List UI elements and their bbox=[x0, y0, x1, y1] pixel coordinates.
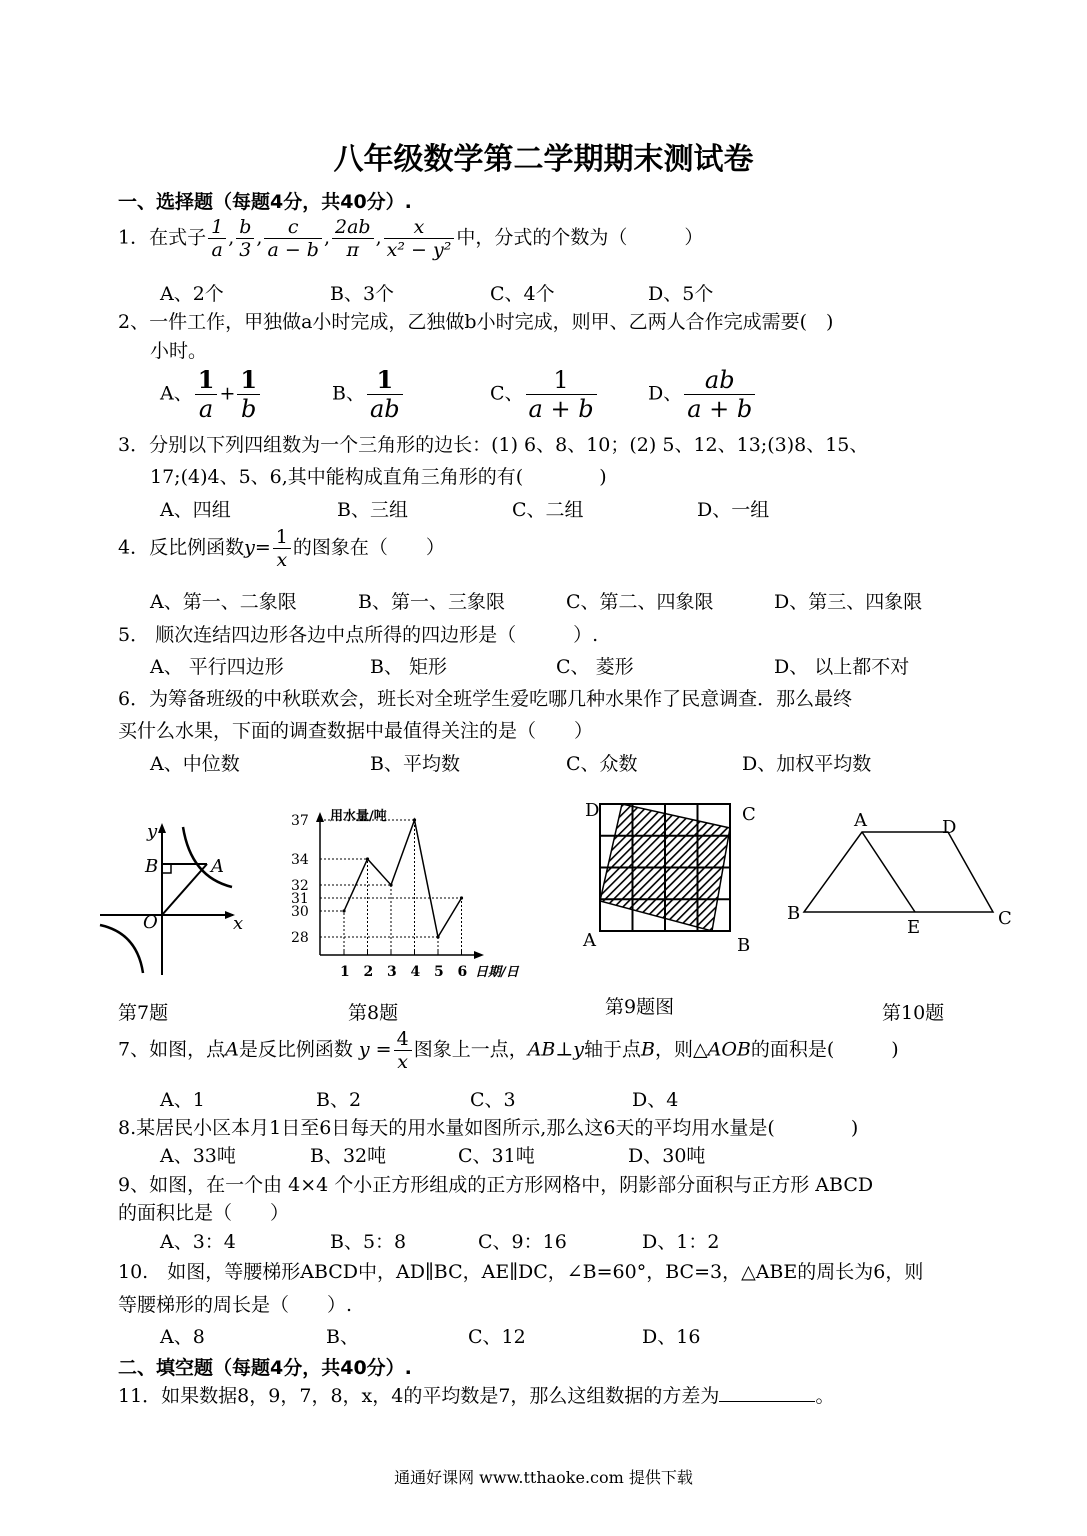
fraction bbox=[195, 366, 218, 423]
option-b: B、5：8 bbox=[330, 1231, 407, 1253]
numerator: b bbox=[236, 216, 254, 239]
label-c: C bbox=[998, 908, 1012, 929]
option-b: B、32吨 bbox=[310, 1145, 387, 1167]
option-a: A、8 bbox=[160, 1326, 205, 1348]
math-symbol: y bbox=[573, 1038, 584, 1061]
question-3-line2: 17;(4)4、5、6,其中能构成直角三角形的有( ) bbox=[150, 466, 607, 488]
denominator: x bbox=[397, 1051, 408, 1073]
option-label: B、 bbox=[332, 382, 365, 405]
figure-8-line-chart bbox=[285, 800, 535, 985]
point-b-label: B bbox=[145, 856, 159, 877]
y-tick-label: 32 bbox=[291, 878, 309, 894]
denominator: a − b bbox=[267, 239, 319, 261]
question-1-stem: 1．在式子 $\frac{1}{a}$ , $\frac{b}{3}$ , $\frac{c}{a - b}$ , $\frac{2ab}{\pi}$ , $\frac{x}{\text{x² − y²}}$ 中，分式的个数为（ ） bbox=[118, 216, 704, 261]
question-7-stem bbox=[118, 1028, 899, 1073]
label-c: C bbox=[742, 804, 756, 825]
question-11-text: 11．如果数据8，9，7，8，x，4的平均数是7，那么这组数据的方差为 bbox=[118, 1385, 720, 1407]
denominator: ab bbox=[369, 395, 400, 423]
question-8-stem: 8.某居民小区本月1日至6日每天的用水量如图所示,那么这6天的平均用水量是( ) bbox=[118, 1117, 859, 1139]
figure-10-trapezoid bbox=[780, 806, 1020, 946]
option-c: C、第二、四象限 bbox=[566, 591, 714, 613]
option-d: D、4 bbox=[632, 1089, 679, 1111]
page-footer: 通通好课网 www.tthaoke.com 提供下载 bbox=[394, 1468, 693, 1487]
option-c: C、31吨 bbox=[458, 1145, 535, 1167]
y-tick-label: 30 bbox=[291, 904, 309, 920]
option-c: C、众数 bbox=[566, 753, 638, 775]
fraction bbox=[236, 216, 254, 261]
figure-9-grid bbox=[580, 796, 765, 966]
question-6-line2: 买什么水果，下面的调查数据中最值得关注的是（ ） bbox=[118, 720, 594, 742]
fraction bbox=[273, 526, 291, 571]
fraction bbox=[526, 366, 597, 423]
figure-7-hyperbola bbox=[95, 815, 265, 985]
question-10-line1: 10. 如图，等腰梯形ABCD中，AD∥BC，AE∥DC，∠B=60°，BC=3，△ABE的周长为6，则 bbox=[118, 1261, 924, 1283]
function-symbol: y = bbox=[358, 1038, 392, 1061]
question-9-line1: 9、如图，在一个由 4×4 个小正方形组成的正方形网格中，阴影部分面积与正方形 ABCD bbox=[118, 1174, 874, 1196]
question-7-text: 轴于点 bbox=[584, 1038, 642, 1061]
fraction bbox=[384, 216, 455, 261]
denominator: a bbox=[211, 239, 223, 261]
function-symbol: y= bbox=[244, 536, 271, 559]
fraction bbox=[684, 366, 755, 423]
figure-10-caption: 第10题 bbox=[882, 1002, 945, 1024]
option-d: D、30吨 bbox=[628, 1145, 706, 1167]
option-a: A、3：4 bbox=[160, 1231, 236, 1253]
label-a: A bbox=[854, 810, 867, 831]
option-a: A、2个 bbox=[160, 283, 224, 305]
hyperbola-branch-2 bbox=[100, 925, 143, 973]
right-angle-mark bbox=[162, 864, 171, 873]
numerator: 2ab bbox=[332, 216, 374, 239]
label-e: E bbox=[907, 917, 921, 938]
option-d: D、一组 bbox=[697, 499, 770, 521]
option-label: A、 bbox=[160, 382, 193, 405]
option-d: D、加权平均数 bbox=[742, 753, 872, 775]
question-9-line2: 的面积比是（ ） bbox=[118, 1202, 290, 1224]
math-symbol: A bbox=[225, 1038, 239, 1061]
question-11-stem bbox=[118, 1381, 834, 1408]
denominator: a + b bbox=[528, 395, 594, 423]
fraction bbox=[367, 366, 403, 423]
point-a-label: A bbox=[211, 856, 224, 877]
figure-8-caption: 第8题 bbox=[348, 1002, 399, 1024]
figure-7-caption: 第7题 bbox=[118, 1002, 169, 1024]
question-7-text: ⊥ bbox=[555, 1038, 574, 1061]
math-symbol: AOB bbox=[707, 1038, 751, 1061]
fraction bbox=[208, 216, 226, 261]
plus-sign: + bbox=[219, 382, 236, 405]
option-a: A、第一、二象限 bbox=[150, 591, 297, 613]
question-1-suffix: 中，分式的个数为（ ） bbox=[456, 226, 704, 249]
figure-9-caption: 第9题图 bbox=[605, 996, 675, 1018]
chart-x-arrow bbox=[474, 951, 484, 959]
option-a: A、中位数 bbox=[150, 753, 240, 775]
fraction bbox=[264, 216, 322, 261]
section-heading-choice: 一、选择题（每题4分，共40分）. bbox=[118, 191, 412, 213]
x-tick-label: 2 bbox=[363, 964, 374, 980]
label-a: A bbox=[583, 930, 596, 951]
option-a: A、 平行四边形 bbox=[150, 656, 284, 678]
y-tick-label: 31 bbox=[291, 891, 309, 907]
option-d: D、5个 bbox=[648, 283, 714, 305]
numerator: c bbox=[264, 216, 322, 239]
segment-ae bbox=[862, 832, 915, 912]
option-a: A、四组 bbox=[160, 499, 231, 521]
numerator: 1 bbox=[195, 366, 218, 395]
question-7-text: 是反比例函数 bbox=[238, 1038, 353, 1061]
numerator: 1 bbox=[273, 526, 291, 549]
label-d: D bbox=[942, 817, 957, 838]
question-2-line2: 小时。 bbox=[150, 340, 208, 362]
answer-blank[interactable] bbox=[719, 1383, 815, 1402]
trapezoid-abcd bbox=[804, 832, 993, 912]
question-1-prefix: 1．在式子 bbox=[118, 226, 207, 249]
label-d: D bbox=[585, 800, 600, 821]
option-a: A、33吨 bbox=[160, 1145, 236, 1167]
option-c: C、12 bbox=[468, 1326, 526, 1348]
option-c: C、9：16 bbox=[478, 1231, 567, 1253]
math-symbol: B bbox=[641, 1038, 655, 1061]
question-7-text: 7、如图，点 bbox=[118, 1038, 226, 1061]
segment-oa bbox=[162, 864, 207, 915]
x-tick-label: 1 bbox=[340, 964, 350, 980]
y-tick-label: 37 bbox=[291, 813, 309, 829]
chart-y-label: 用水量/吨 bbox=[330, 809, 387, 824]
numerator: 1 bbox=[526, 366, 597, 395]
label-b: B bbox=[787, 903, 801, 924]
question-7-text: 的面积是( ) bbox=[750, 1038, 899, 1061]
numerator: 1 bbox=[367, 366, 403, 395]
option-label: D、 bbox=[648, 382, 683, 405]
question-2-line1: 2、一件工作，甲独做a小时完成，乙独做b小时完成，则甲、乙两人合作完成需要( ) bbox=[118, 311, 834, 333]
y-label: y bbox=[147, 821, 158, 842]
option-c: C、 菱形 bbox=[556, 656, 634, 678]
option-d: D、第三、四象限 bbox=[774, 591, 923, 613]
numerator: x bbox=[384, 216, 455, 239]
option-a: A、1 bbox=[160, 1089, 205, 1111]
option-d bbox=[648, 366, 757, 423]
question-4-suffix: 的图象在（ ） bbox=[292, 536, 445, 559]
question-11-end: 。 bbox=[815, 1385, 835, 1407]
option-b: B、第一、三象限 bbox=[358, 591, 505, 613]
option-c: C、3 bbox=[470, 1089, 516, 1111]
denominator: b bbox=[241, 395, 257, 423]
question-3-line1: 3．分别以下列四组数为一个三角形的边长：(1) 6、8、10；(2) 5、12、13;(3)8、15、 bbox=[118, 434, 869, 456]
x-tick-label: 5 bbox=[434, 964, 444, 980]
chart-series-line bbox=[344, 820, 462, 937]
option-b bbox=[332, 366, 405, 423]
numerator: 4 bbox=[394, 1028, 412, 1051]
option-c: C、二组 bbox=[512, 499, 584, 521]
fraction bbox=[332, 216, 374, 261]
origin-label: O bbox=[143, 912, 158, 933]
numerator: 1 bbox=[237, 366, 260, 395]
option-d: D、16 bbox=[642, 1326, 701, 1348]
x-tick-label: 6 bbox=[457, 964, 468, 980]
x-tick-label: 3 bbox=[387, 964, 397, 980]
question-7-text: ，则△ bbox=[654, 1038, 708, 1061]
denominator: x² − y² bbox=[386, 239, 452, 261]
option-b: B、3个 bbox=[330, 283, 395, 305]
page-title: 八年级数学第二学期期末测试卷 bbox=[333, 142, 754, 177]
x-tick-label: 4 bbox=[410, 964, 421, 980]
question-6-line1: 6．为筹备班级的中秋联欢会，班长对全班学生爱吃哪几种水果作了民意调查．那么最终 bbox=[118, 688, 853, 710]
option-a bbox=[160, 366, 262, 423]
question-10-line2: 等腰梯形的周长是（ ）. bbox=[118, 1294, 353, 1316]
y-axis-arrow bbox=[158, 823, 166, 833]
option-c: C、4个 bbox=[490, 283, 555, 305]
option-b: B、 矩形 bbox=[370, 656, 448, 678]
option-b: B、2 bbox=[316, 1089, 362, 1111]
denominator: a bbox=[198, 395, 214, 423]
numerator: ab bbox=[684, 366, 755, 395]
y-tick-label: 28 bbox=[291, 930, 309, 946]
option-d: D、1：2 bbox=[642, 1231, 720, 1253]
math-symbol: AB bbox=[527, 1038, 556, 1061]
option-c bbox=[490, 366, 599, 423]
option-b: B、三组 bbox=[337, 499, 408, 521]
denominator: π bbox=[346, 239, 360, 261]
fraction bbox=[237, 366, 260, 423]
question-5-stem: 5． 顺次连结四边形各边中点所得的四边形是（ ）. bbox=[118, 624, 599, 646]
x-label: x bbox=[233, 913, 244, 934]
numerator: 1 bbox=[208, 216, 226, 239]
option-d: D、 以上都不对 bbox=[774, 656, 910, 678]
denominator: a + b bbox=[687, 395, 753, 423]
option-b: B、平均数 bbox=[370, 753, 460, 775]
denominator: x bbox=[276, 549, 288, 571]
question-4-prefix: 4．反比例函数 bbox=[118, 536, 245, 559]
question-7-text: 图象上一点， bbox=[413, 1038, 528, 1061]
option-label: C、 bbox=[490, 382, 524, 405]
option-b: B、 bbox=[326, 1326, 359, 1348]
y-tick-label: 34 bbox=[291, 852, 309, 868]
chart-x-label: 日期/日 bbox=[475, 965, 519, 980]
hyperbola-branch-1 bbox=[183, 827, 232, 887]
fraction bbox=[394, 1028, 412, 1073]
denominator: 3 bbox=[239, 239, 252, 261]
question-4-stem bbox=[118, 526, 445, 571]
label-b: B bbox=[737, 935, 751, 956]
section-heading-fill: 二、填空题（每题4分，共40分）. bbox=[118, 1357, 412, 1379]
